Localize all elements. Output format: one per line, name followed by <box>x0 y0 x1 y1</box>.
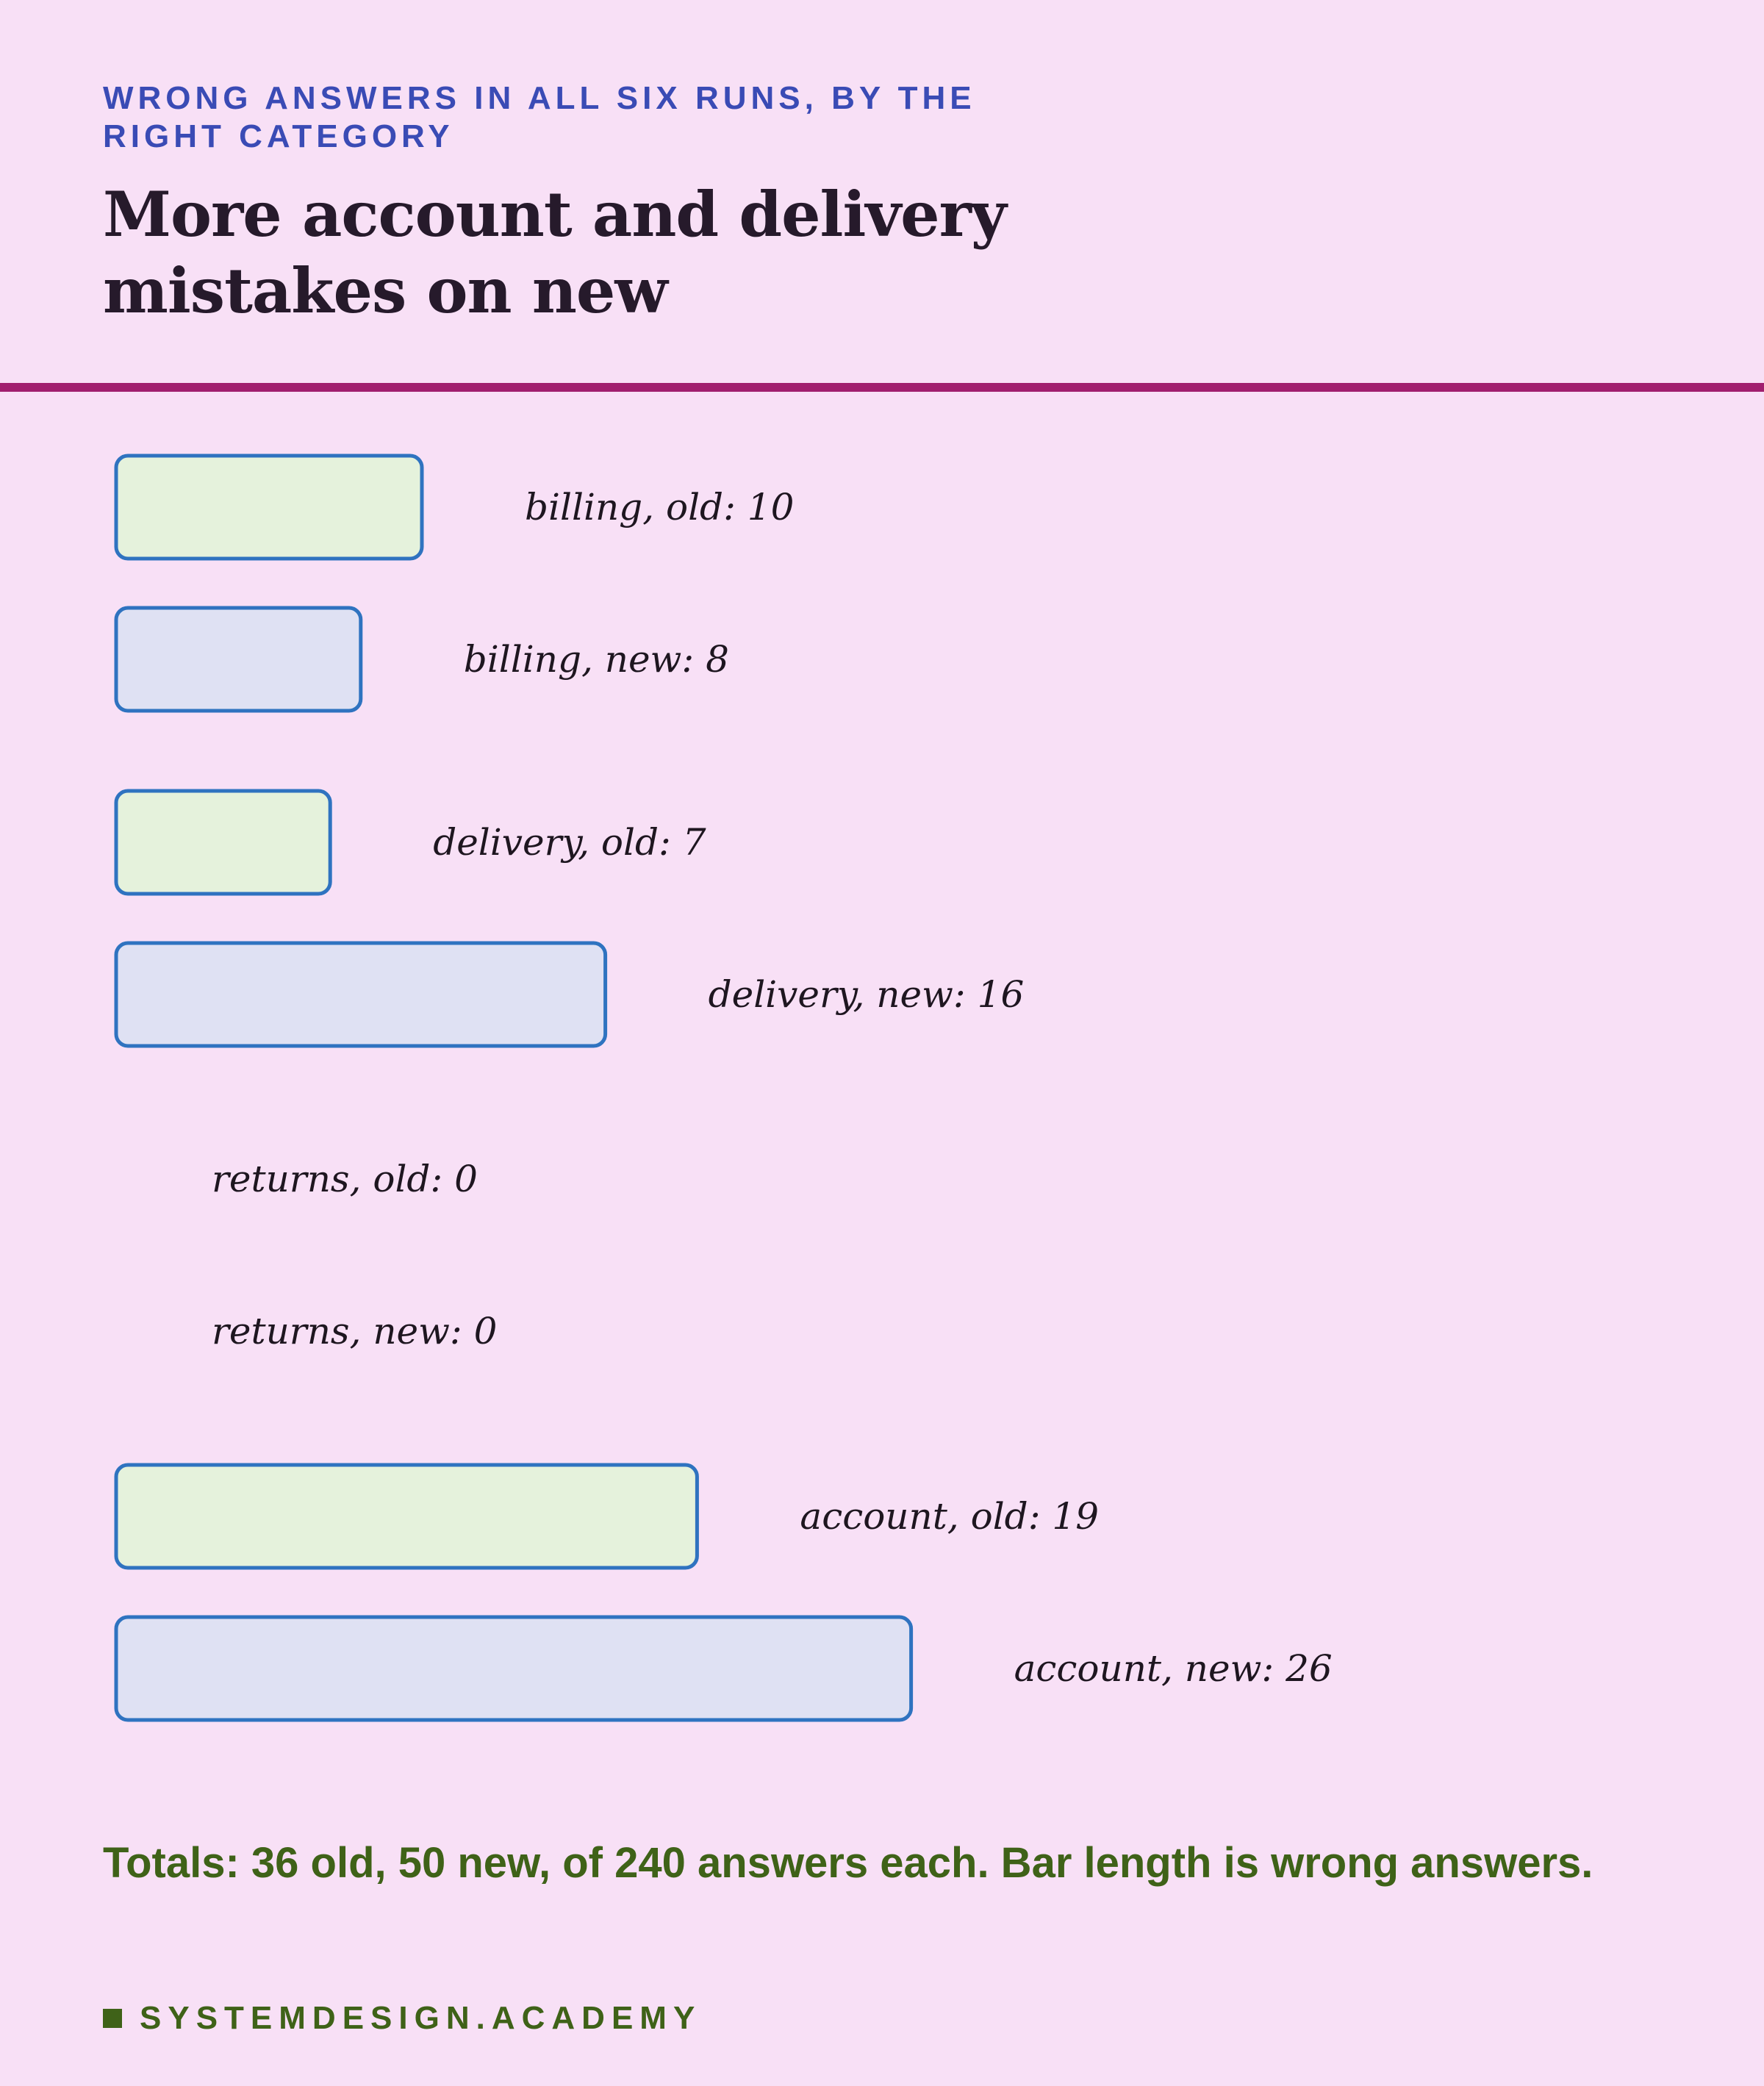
bar-chart <box>0 412 1764 1793</box>
bar-label-account-new: account, new: 26 <box>1014 1647 1333 1690</box>
bar-label-returns-new: returns, new: 0 <box>212 1310 498 1352</box>
bar-billing-old <box>116 456 422 559</box>
brand-name: SYSTEMDESIGN.ACADEMY <box>140 2000 702 2036</box>
bar-label-billing-old: billing, old: 10 <box>525 486 795 528</box>
totals-note: Totals: 36 old, 50 new, of 240 answers each. Bar length is wrong answers. <box>103 1839 1593 1887</box>
bar-billing-new <box>116 608 361 711</box>
bar-delivery-old <box>116 791 330 894</box>
brand-square-icon <box>103 2009 122 2028</box>
kicker: WRONG ANSWERS IN ALL SIX RUNS, BY THE RIGHT CATEGORY <box>103 80 976 154</box>
bar-label-delivery-new: delivery, new: 16 <box>708 973 1025 1016</box>
title-rule <box>0 383 1764 392</box>
bar-account-new <box>116 1617 911 1720</box>
bar-label-delivery-old: delivery, old: 7 <box>433 821 706 864</box>
bar-label-account-old: account, old: 19 <box>800 1495 1100 1538</box>
bar-delivery-new <box>116 943 606 1046</box>
footer <box>103 1998 701 2039</box>
bar-label-returns-old: returns, old: 0 <box>212 1158 478 1200</box>
bar-account-old <box>116 1465 697 1568</box>
bar-label-billing-new: billing, new: 8 <box>463 638 729 681</box>
page-title: More account and delivery mistakes on new <box>103 178 1006 327</box>
